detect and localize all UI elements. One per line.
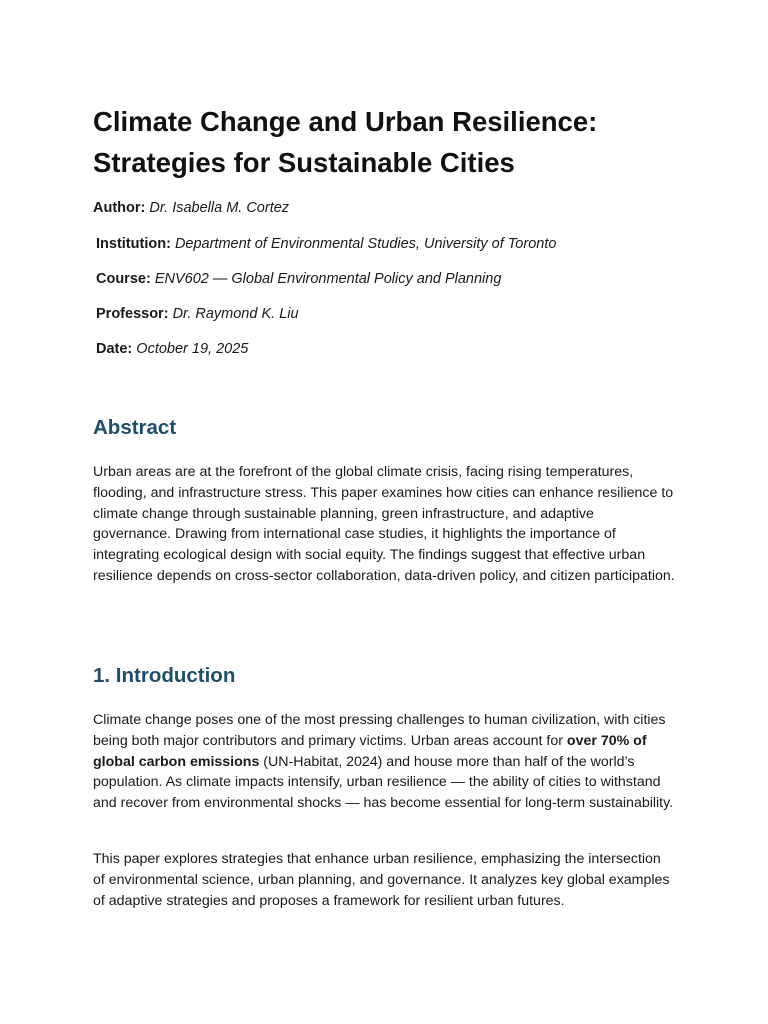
- meta-professor: [96, 304, 299, 324]
- intro-p1-text-end: (UN-Habitat, 2024) and house more than half of the world’s population. As climate impacts intensify, urban resilience — the ability of cities to withstand and recover from environmental shocks — has become essential for long-term sustainability.: [93, 753, 674, 812]
- meta-institution: [96, 234, 556, 254]
- meta-institution-value: Department of Environmental Studies, University of Toronto: [174, 236, 557, 252]
- meta-date-label: Date:: [96, 341, 133, 357]
- introduction-heading: 1. Introduction: [93, 664, 236, 687]
- meta-course-label: Course:: [96, 271, 151, 287]
- meta-institution-label: Institution:: [96, 236, 171, 252]
- meta-date: [96, 339, 248, 359]
- intro-p1-text-start: Climate change poses one of the most pressing challenges to human civilization, with cities being both major contributors and primary victims. Urban areas account for: [93, 712, 666, 749]
- meta-professor-label: Professor:: [96, 306, 169, 322]
- meta-professor-value: Dr. Raymond K. Liu: [172, 306, 299, 322]
- meta-course-value: ENV602 — Global Environmental Policy and Planning: [154, 271, 502, 287]
- meta-course: [96, 269, 501, 289]
- abstract-heading: Abstract: [93, 416, 177, 439]
- abstract-paragraph: Urban areas are at the forefront of the global climate crisis, facing rising temperatures, flooding, and infrastructure stress. This paper examines how cities can enhance resilience to climate change through sustainable planning, green infrastructure, and adaptive governance. Drawing from international case studies, it highlights the importance of integrating ecological design with social equity. The findings suggest that effective urban resilience depends on cross-sector collaboration, data-driven policy, and citizen participation.: [93, 464, 675, 584]
- meta-author: [93, 198, 289, 218]
- document-title: Climate Change and Urban Resilience: Strategies for Sustainable Cities: [93, 106, 598, 178]
- meta-date-value: October 19, 2025: [136, 341, 249, 357]
- intro-p1-emphasis: over 70% of global carbon emissions: [93, 732, 647, 770]
- meta-author-label: Author:: [93, 200, 146, 216]
- meta-author-value: Dr. Isabella M. Cortez: [149, 200, 290, 216]
- introduction-paragraph-1: [93, 710, 675, 814]
- introduction-paragraph-2: This paper explores strategies that enhance urban resilience, emphasizing the intersection of environmental science, urban planning, and governance. It analyzes key global examples of adaptive strategies and proposes a framework for resilient urban futures.: [93, 851, 670, 909]
